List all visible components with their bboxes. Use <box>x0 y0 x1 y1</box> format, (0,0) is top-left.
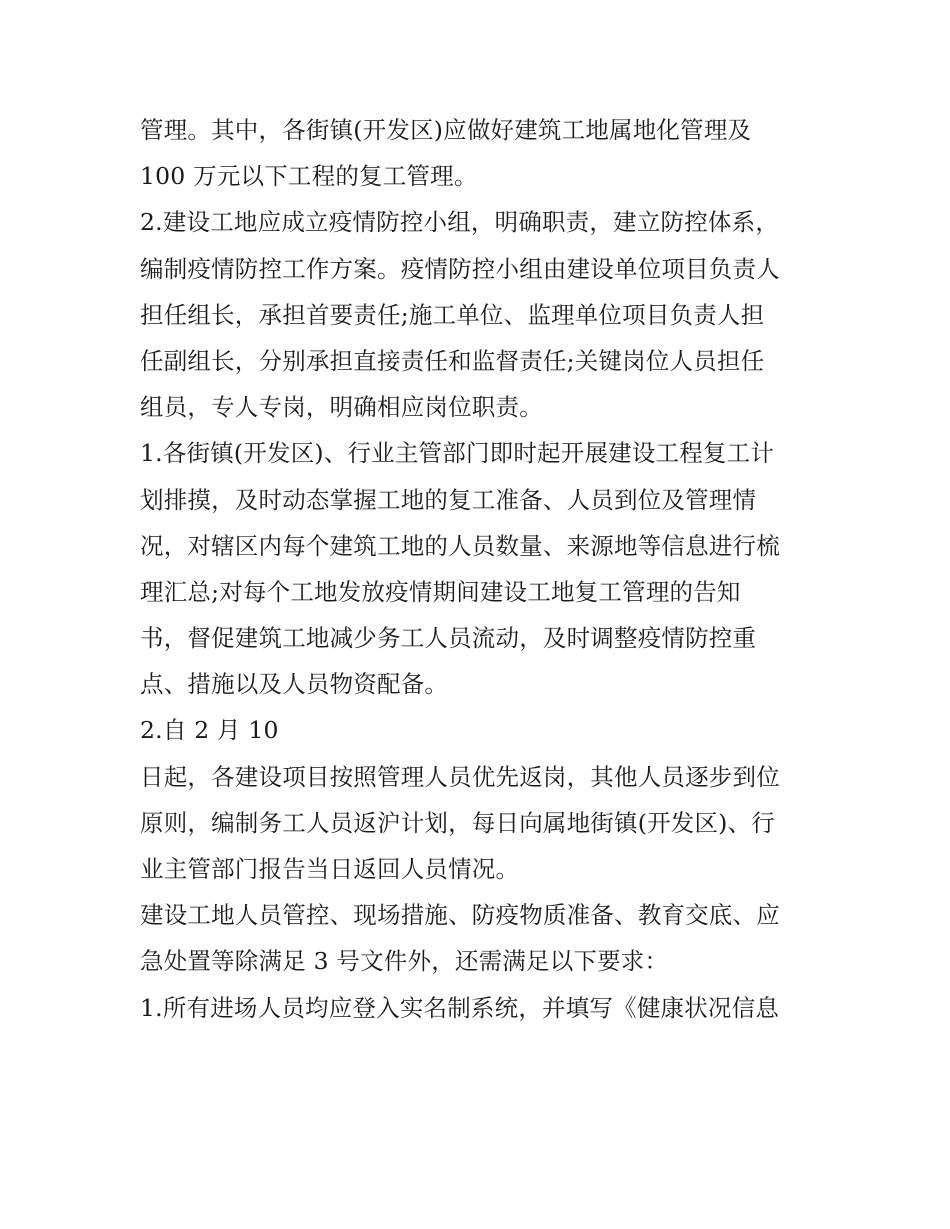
text-line: 担任组长，承担首要责任;施工单位、监理单位项目负责人担 <box>140 300 765 329</box>
text-line: 建设工地人员管控、现场措施、防疫物质准备、教育交底、应 <box>140 901 780 930</box>
text-line: 任副组长，分别承担直接责任和监督责任;关键岗位人员担任 <box>140 346 765 375</box>
text-line: 管理。其中，各街镇(开发区)应做好建筑工地属地化管理及 <box>140 116 752 144</box>
text-line: 组员，专人专岗，明确相应岗位职责。 <box>140 393 543 422</box>
text-line: 书，督促建筑工地减少务工人员流动，及时调整疫情防控重 <box>140 624 757 653</box>
text-line: 点、措施以及人员物资配备。 <box>140 670 449 699</box>
text-line: 业主管部门报告当日返回人员情况。 <box>140 855 520 883</box>
text-line: 1.各街镇(开发区)、行业主管部门即时起开展建设工程复工计 <box>140 439 775 468</box>
text-line: 1.所有进场人员均应登入实名制系统，并填写《健康状况信息 <box>140 993 780 1022</box>
text-line: 100 万元以下工程的复工管理。 <box>140 162 478 191</box>
text-line: 划排摸，及时动态掌握工地的复工准备、人员到位及管理情 <box>140 485 757 514</box>
text-line: 日起，各建设项目按照管理人员优先返岗，其他人员逐步到位 <box>140 762 780 791</box>
text-line: 编制疫情防控工作方案。疫情防控小组由建设单位项目负责人 <box>140 254 780 283</box>
text-line: 急处置等除满足 3 号文件外，还需满足以下要求： <box>140 947 669 976</box>
text-line: 况，对辖区内每个建筑工地的人员数量、来源地等信息进行梳 <box>140 531 780 560</box>
document-body <box>140 107 830 1031</box>
text-line: 2.自 2 月 10 <box>140 716 279 745</box>
text-line: 理汇总;对每个工地发放疫情期间建设工地复工管理的告知 <box>140 577 741 606</box>
text-line: 2.建设工地应成立疫情防控小组，明确职责，建立防控体系， <box>140 208 780 237</box>
text-line: 原则，编制务工人员返沪计划，每日向属地街镇(开发区)、行 <box>140 808 775 837</box>
